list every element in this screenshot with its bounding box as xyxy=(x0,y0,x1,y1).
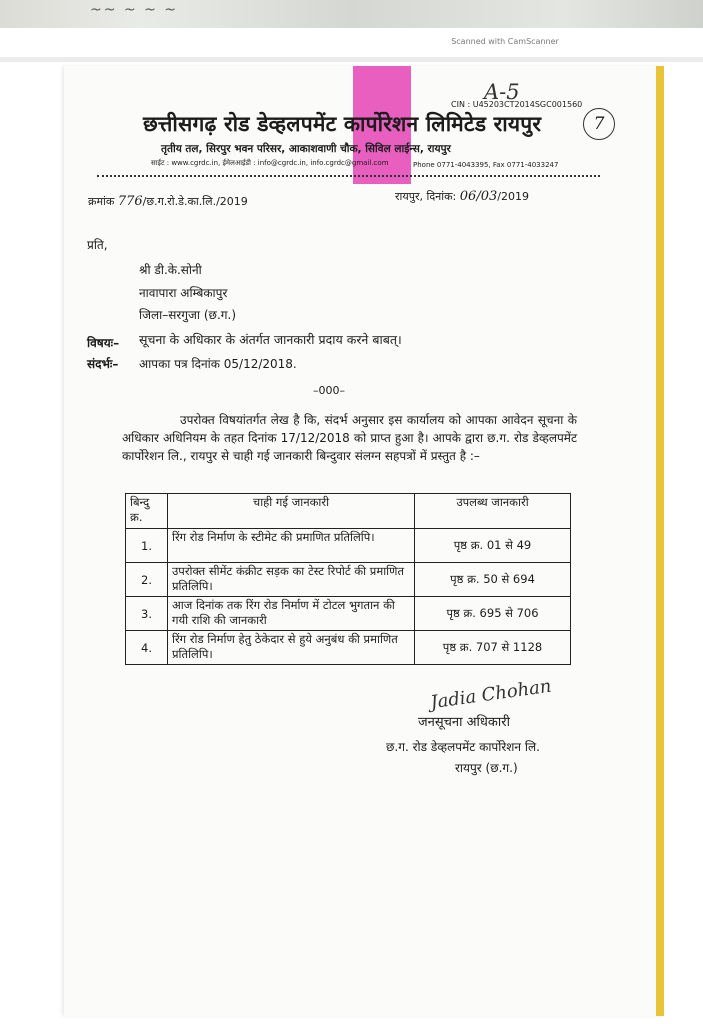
row-number: 2. xyxy=(126,563,168,597)
scanner-watermark: Scanned with CamScanner xyxy=(451,37,559,46)
scan-scrawl: ~~ ~ ~ ~ xyxy=(90,2,179,18)
page-separator xyxy=(0,57,703,62)
officer-city: रायपुर (छ.ग.) xyxy=(455,761,518,775)
date-year: /2019 xyxy=(497,190,529,203)
header-point-no: बिन्दु क्र. xyxy=(126,494,168,529)
recipient-name: श्री डी.के.सोनी xyxy=(139,263,202,277)
company-website: साईट : www.cgrdc.in, ईमेलआईडी : info@cgrdc.in, info.cgrdc@gmail.com xyxy=(151,159,389,167)
section-divider: –000– xyxy=(313,384,345,397)
row-number: 1. xyxy=(126,529,168,563)
officer-title: जनसूचना अधिकारी xyxy=(418,715,510,730)
table-row xyxy=(126,563,571,597)
handwritten-code: A-5 xyxy=(484,80,520,104)
recipient-locality: नावापारा अम्बिकापुर xyxy=(139,286,228,300)
header-requested-info: चाही गई जानकारी xyxy=(168,494,415,529)
recipient-prefix: प्रति, xyxy=(87,238,108,252)
reference-label: क्रमांक xyxy=(88,195,115,208)
row-requested-info: रिंग रोड निर्माण हेतु ठेकेदार से हुये अनुबंध की प्रमाणित प्रतिलिपि। xyxy=(168,631,415,665)
row-number: 3. xyxy=(126,597,168,631)
body-paragraph xyxy=(122,411,577,465)
recipient-district: जिला–सरगुजा (छ.ग.) xyxy=(139,308,237,322)
row-requested-info: उपरोक्त सीमेंट कंक्रीट सड़क का टेस्ट रिपोर्ट की प्रमाणित प्रतिलिपि। xyxy=(168,563,415,597)
row-requested-info: आज दिनांक तक रिंग रोड निर्माण में टोटल भुगतान की गयी राशि की जानकारी xyxy=(168,597,415,631)
row-available-info: पृष्ठ क्र. 707 से 1128 xyxy=(415,631,571,665)
row-available-info: पृष्ठ क्र. 50 से 694 xyxy=(415,563,571,597)
table-row xyxy=(126,631,571,665)
table-row xyxy=(126,597,571,631)
row-requested-info: रिंग रोड निर्माण के स्टीमेट की प्रमाणित प्रतिलिपि। xyxy=(168,529,415,563)
reference-number xyxy=(88,194,248,209)
folder-edge xyxy=(656,66,664,1016)
company-name: छत्तीसगढ़ रोड डेव्हलपमेंट कार्पोरेशन लिमिटेड रायपुर xyxy=(143,112,542,136)
information-table xyxy=(125,493,571,665)
table-header-row xyxy=(126,494,571,529)
table-row xyxy=(126,529,571,563)
header-available-info: उपलब्ध जानकारी xyxy=(415,494,571,529)
row-number: 4. xyxy=(126,631,168,665)
reference-suffix: /छ.ग.रो.डे.का.लि./2019 xyxy=(142,195,248,208)
company-address: तृतीय तल, सिरपुर भवन परिसर, आकाशवाणी चौक, सिविल लाईन्स, रायपुर xyxy=(161,143,451,155)
officer-signature: Jadia Chohan xyxy=(429,675,553,714)
reference-letter-text: आपका पत्र दिनांक 05/12/2018. xyxy=(139,357,297,371)
reference-letter-label: संदर्भः– xyxy=(87,357,119,371)
date-handwritten: 06/03 xyxy=(459,189,498,204)
header-divider xyxy=(97,175,600,177)
row-available-info: पृष्ठ क्र. 695 से 706 xyxy=(415,597,571,631)
reference-handwritten-number: 776 xyxy=(117,194,143,209)
scan-top-strip xyxy=(0,0,703,28)
subject-text: सूचना के अधिकार के अंतर्गत जानकारी प्रदाय करने बाबत्। xyxy=(139,332,402,347)
date-label: रायपुर, दिनांक: xyxy=(395,190,457,203)
row-available-info: पृष्ठ क्र. 01 से 49 xyxy=(415,529,571,563)
company-phone: Phone 0771-4043395, Fax 0771-4033247 xyxy=(413,161,559,169)
officer-organisation: छ.ग. रोड डेव्हलपमेंट कार्पोरेशन लि. xyxy=(386,740,540,754)
cin-number: CIN : U45203CT2014SGC001560 xyxy=(451,100,583,109)
page-number-circled: 7 xyxy=(583,108,615,140)
subject-label: विषयः– xyxy=(87,336,120,350)
body-text: उपरोक्त विषयांतर्गत लेख है कि, संदर्भ अनुसार इस कार्यालय को आपका आवेदन सूचना के अधिकार अधिनियम के तहत दिनांक 17/12/2018 को प्राप्त हुआ है। आपके द्वारा छ.ग. रोड डेव्हलपमेंट कार्पोरेशन लि., रायपुर से चाही गई जानकारी बिन्दुवार संलग्न सहपत्रों में प्रस्तुत है :– xyxy=(122,413,577,463)
reference-date xyxy=(395,189,529,204)
